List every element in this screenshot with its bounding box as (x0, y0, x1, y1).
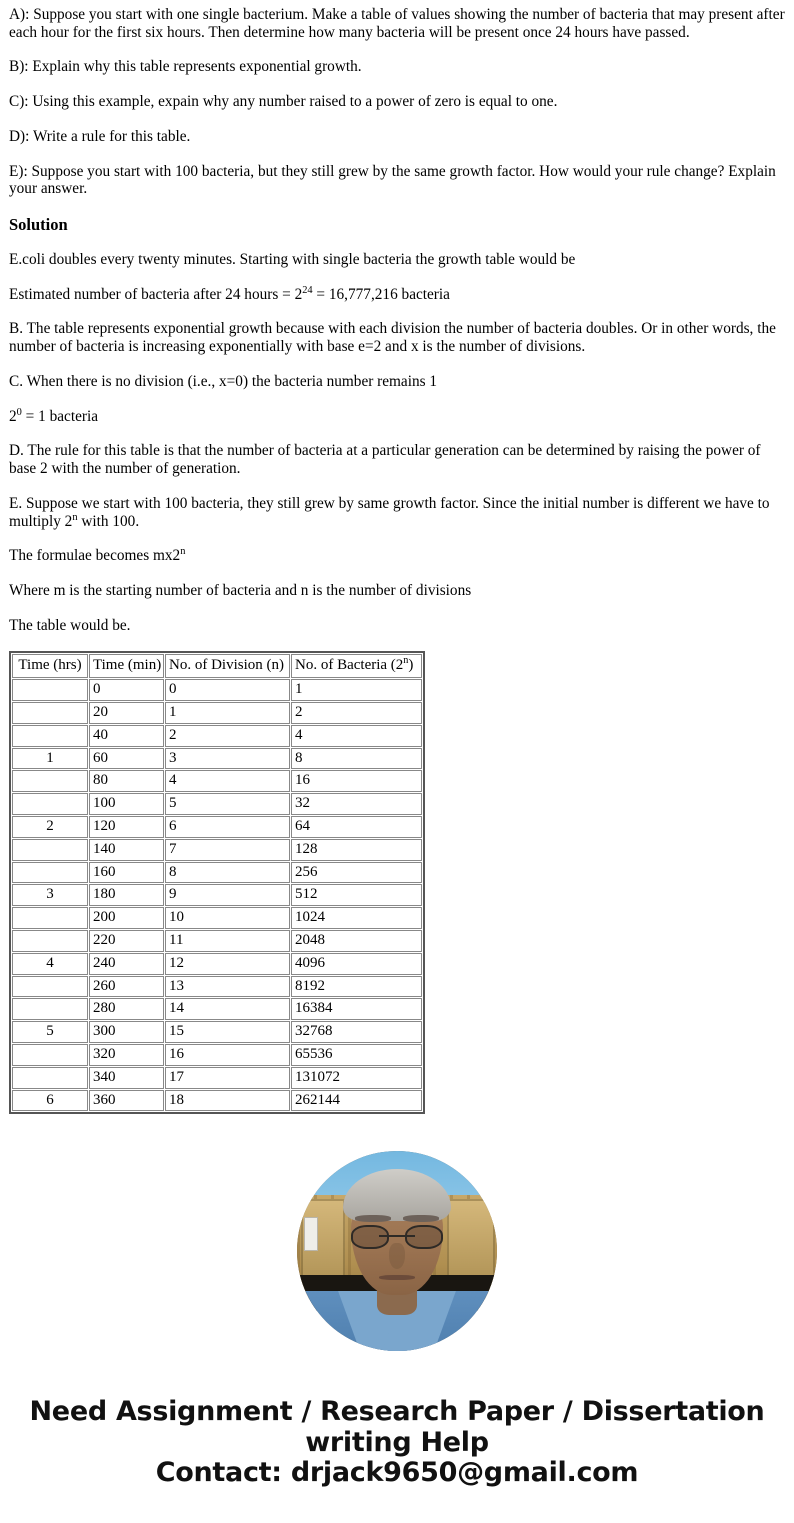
footer-line-1: Need Assignment / Research Paper / Dissertation (29, 1396, 765, 1428)
cell-time-hrs (12, 679, 88, 701)
cell-time-min: 220 (89, 930, 164, 952)
cell-bacteria: 256 (291, 862, 422, 884)
table-row (12, 839, 422, 861)
cell-bacteria: 32 (291, 793, 422, 815)
cell-divisions: 14 (165, 998, 290, 1020)
cell-bacteria: 16 (291, 770, 422, 792)
cell-divisions: 9 (165, 884, 290, 906)
cell-divisions: 3 (165, 748, 290, 770)
cell-time-hrs (12, 725, 88, 747)
header-divisions: No. of Division (n) (165, 654, 290, 678)
footer-line-3: Contact: drjack9650@gmail.com (155, 1456, 639, 1488)
cell-bacteria: 64 (291, 816, 422, 838)
table-row (12, 884, 422, 906)
solution-part-c: C. When there is no division (i.e., x=0) the bacteria number remains 1 (9, 372, 438, 390)
cell-time-min: 40 (89, 725, 164, 747)
question-b: B): Explain why this table represents exponential growth. (9, 58, 362, 76)
cell-time-min: 360 (89, 1090, 164, 1112)
cell-bacteria: 2 (291, 702, 422, 724)
table-row (12, 1067, 422, 1089)
question-d: D): Write a rule for this table. (9, 127, 191, 145)
cell-bacteria: 1 (291, 679, 422, 701)
cell-divisions: 2 (165, 725, 290, 747)
cell-divisions: 12 (165, 953, 290, 975)
cell-time-hrs (12, 702, 88, 724)
table-row (12, 679, 422, 701)
table-lead-in: The table would be. (9, 616, 131, 634)
cell-divisions: 1 (165, 702, 290, 724)
table-row (12, 770, 422, 792)
table-row (12, 725, 422, 747)
cell-bacteria: 1024 (291, 907, 422, 929)
cell-bacteria: 8 (291, 748, 422, 770)
cell-time-min: 320 (89, 1044, 164, 1066)
cell-divisions: 18 (165, 1090, 290, 1112)
footer-contact-block (0, 1397, 794, 1488)
cell-time-hrs (12, 839, 88, 861)
cell-time-min: 340 (89, 1067, 164, 1089)
cell-time-hrs (12, 907, 88, 929)
cell-time-min: 280 (89, 998, 164, 1020)
formula-exponent: n (180, 546, 186, 558)
cell-bacteria: 16384 (291, 998, 422, 1020)
header-time-min: Time (min) (89, 654, 164, 678)
cell-time-hrs (12, 770, 88, 792)
question-c: C): Using this example, expain why any number raised to a power of zero is equal to one. (9, 93, 558, 111)
cell-time-hrs: 1 (12, 748, 88, 770)
table-row (12, 930, 422, 952)
formula-prefix: The formulae becomes mx2 (9, 547, 181, 565)
table-row (12, 816, 422, 838)
cell-time-min: 100 (89, 793, 164, 815)
table-row (12, 702, 422, 724)
estimate-suffix: = 16,777,216 bacteria (312, 285, 450, 303)
cell-divisions: 4 (165, 770, 290, 792)
avatar-eyebrow-right (403, 1215, 439, 1222)
cell-time-hrs: 6 (12, 1090, 88, 1112)
cell-divisions: 17 (165, 1067, 290, 1089)
avatar-lens-left (351, 1225, 389, 1249)
power-zero-line (9, 408, 785, 426)
cell-bacteria: 131072 (291, 1067, 422, 1089)
cell-time-hrs: 5 (12, 1021, 88, 1043)
header-time-hrs: Time (hrs) (12, 654, 88, 678)
cell-time-min: 80 (89, 770, 164, 792)
estimate-prefix: Estimated number of bacteria after 24 hours = 2 (9, 285, 303, 303)
cell-time-min: 180 (89, 884, 164, 906)
table-row (12, 793, 422, 815)
cell-time-min: 20 (89, 702, 164, 724)
table-body (12, 679, 422, 1111)
avatar-eyebrow-left (355, 1215, 391, 1222)
cell-bacteria: 4 (291, 725, 422, 747)
power-zero-exponent: 0 (16, 406, 22, 418)
cell-time-hrs (12, 1067, 88, 1089)
footer-line-2: writing Help (305, 1426, 489, 1458)
cell-bacteria: 8192 (291, 976, 422, 998)
table-row (12, 1090, 422, 1112)
cell-divisions: 6 (165, 816, 290, 838)
cell-time-min: 300 (89, 1021, 164, 1043)
power-zero-base: 2 (9, 407, 17, 425)
avatar-glasses-bridge (379, 1235, 415, 1237)
table-row (12, 907, 422, 929)
cell-divisions: 16 (165, 1044, 290, 1066)
table-row (12, 976, 422, 998)
cell-divisions: 15 (165, 1021, 290, 1043)
cell-time-min: 120 (89, 816, 164, 838)
part-e-suffix: with 100. (77, 512, 140, 530)
cell-divisions: 11 (165, 930, 290, 952)
cell-time-hrs: 4 (12, 953, 88, 975)
cell-time-hrs: 3 (12, 884, 88, 906)
cell-bacteria: 2048 (291, 930, 422, 952)
cell-time-min: 200 (89, 907, 164, 929)
table-row (12, 998, 422, 1020)
estimate-24h-line (9, 286, 785, 304)
portrait-block (0, 1151, 794, 1351)
table-row (12, 1044, 422, 1066)
cell-time-min: 0 (89, 679, 164, 701)
cell-time-hrs (12, 1044, 88, 1066)
cell-time-min: 240 (89, 953, 164, 975)
cell-bacteria: 65536 (291, 1044, 422, 1066)
cell-divisions: 5 (165, 793, 290, 815)
cell-divisions: 0 (165, 679, 290, 701)
cell-divisions: 13 (165, 976, 290, 998)
formula-line (9, 547, 785, 565)
table-row (12, 1021, 422, 1043)
cell-time-hrs (12, 930, 88, 952)
header-bacteria-suffix: ) (408, 657, 414, 674)
cell-time-min: 140 (89, 839, 164, 861)
cell-bacteria: 128 (291, 839, 422, 861)
cell-time-hrs (12, 862, 88, 884)
avatar-lens-right (405, 1225, 443, 1249)
cell-divisions: 7 (165, 839, 290, 861)
header-bacteria (291, 654, 422, 678)
cell-bacteria: 512 (291, 884, 422, 906)
header-bacteria-exponent: n (403, 655, 409, 667)
solution-intro: E.coli doubles every twenty minutes. Starting with single bacteria the growth table would be (9, 250, 576, 268)
cell-time-hrs (12, 976, 88, 998)
cell-time-hrs (12, 998, 88, 1020)
solution-heading: Solution (9, 215, 68, 235)
solution-part-d: D. The rule for this table is that the number of bacteria at a particular generation can be determined by raising the power of base 2 with the number of generation. (9, 442, 761, 478)
cell-bacteria: 262144 (291, 1090, 422, 1112)
avatar-light-switch (304, 1217, 318, 1251)
table-row (12, 953, 422, 975)
table-row (12, 748, 422, 770)
cell-divisions: 10 (165, 907, 290, 929)
solution-part-e (9, 495, 785, 530)
cell-time-hrs: 2 (12, 816, 88, 838)
cell-divisions: 8 (165, 862, 290, 884)
estimate-exponent: 24 (302, 284, 313, 296)
table-header-row (12, 654, 422, 678)
part-e-exponent: n (72, 511, 78, 523)
cell-time-min: 260 (89, 976, 164, 998)
growth-table-wrapper (9, 651, 422, 1114)
cell-time-hrs (12, 793, 88, 815)
question-a: A): Suppose you start with one single bacterium. Make a table of values showing the number of bacteria that may present after each hour for the first six hours. Then determine how many bacteria will be present once 24 hours have passed. (9, 6, 785, 41)
document-body (0, 0, 794, 634)
table-row (12, 862, 422, 884)
cell-bacteria: 4096 (291, 953, 422, 975)
avatar (297, 1151, 497, 1351)
power-zero-suffix: = 1 bacteria (21, 407, 99, 425)
bacteria-growth-table (9, 651, 425, 1114)
question-e: E): Suppose you start with 100 bacteria, but they still grew by the same growth factor. How would your rule change? Explain your answer. (9, 162, 776, 198)
cell-bacteria: 32768 (291, 1021, 422, 1043)
formula-legend: Where m is the starting number of bacteria and n is the number of divisions (9, 582, 472, 600)
part-e-prefix: E. Suppose we start with 100 bacteria, they still grew by same growth factor. Since the initial number is different we have to multiply 2 (9, 494, 770, 530)
header-bacteria-prefix: No. of Bacteria (2 (295, 657, 404, 674)
solution-part-b: B. The table represents exponential growth because with each division the number of bacteria doubles. Or in other words, the number of bacteria is increasing exponentially with base e=2 and x is the number of divisions. (9, 320, 776, 356)
cell-time-min: 160 (89, 862, 164, 884)
cell-time-min: 60 (89, 748, 164, 770)
